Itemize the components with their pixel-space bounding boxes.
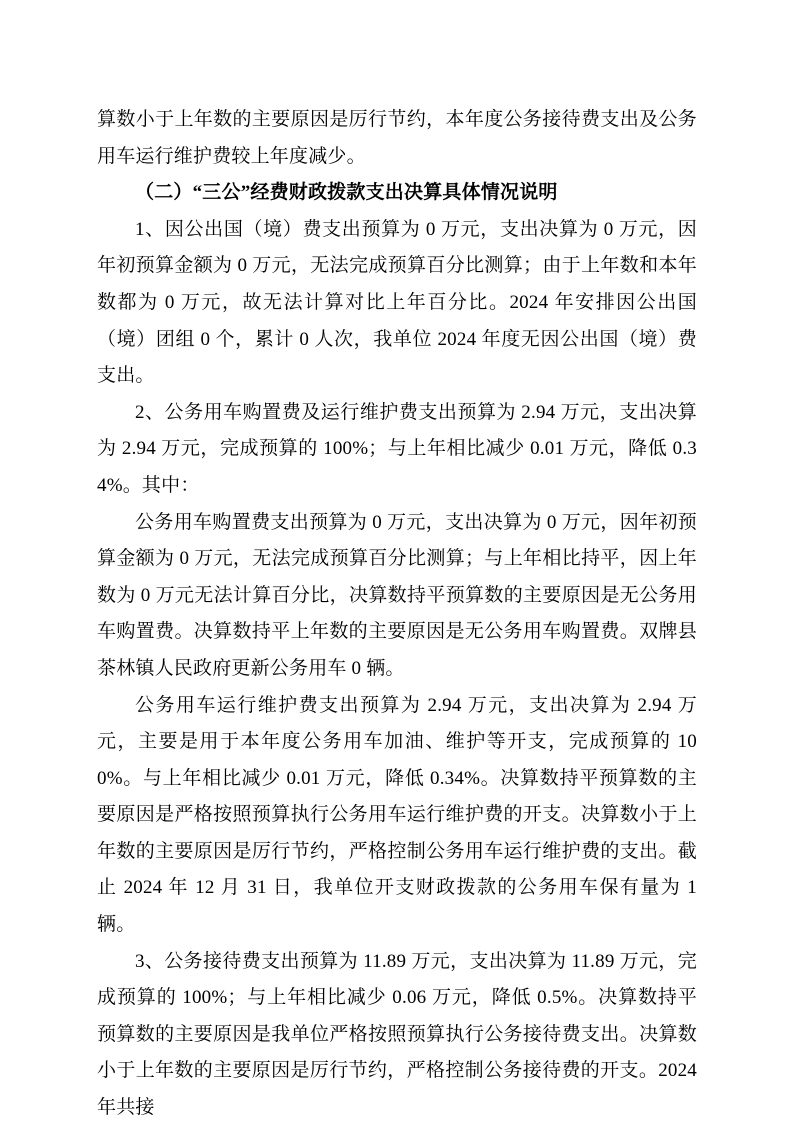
- section-heading: （二）“三公”经费财政拨款支出决算具体情况说明: [135, 182, 558, 204]
- paragraph-vehicle-purchase: 公务用车购置费支出预算为 0 万元，支出决算为 0 万元，因年初预算金额为 0 万元，无法完成预算百分比测算；与上年相比持平，因上年数为 0 万元无法计算百分比，决算数持平预算数的主要原因是无公务用车购置费。决算数持平上年数的主要原因是无公务用车购置费。双牌县茶林镇人民政府更新公务用车 0 辆。: [97, 511, 697, 679]
- paragraph-vehicle-maintenance: 公务用车运行维护费支出预算为 2.94 万元，支出决算为 2.94 万元，主要是用于本年度公务用车加油、维护等开支，完成预算的 100%。与上年相比减少 0.01 万元，降低 0.34%。决算数持平预算数的主要原因是严格按照预算执行公务用车运行维护费的开支。决算数小于上年数的主要原因是厉行节约，严格控制公务用车运行维护费的支出。截止 2024 年 12 月 31 日，我单位开支财政拨款的公务用车保有量为 1 辆。: [97, 694, 697, 936]
- paragraph-item-3: 3、公务接待费支出预算为 11.89 万元，支出决算为 11.89 万元，完成预算的 100%；与上年相比减少 0.06 万元，降低 0.5%。决算数持平预算数的主要原因是我单位严格按照预算执行公务接待费支出。决算数小于上年数的主要原因是厉行节约，严格控制公务接待费的开支。2024 年共接: [97, 950, 697, 1119]
- paragraph-item-1: 1、因公出国（境）费支出预算为 0 万元，支出决算为 0 万元，因年初预算金额为 0 万元，无法完成预算百分比测算；由于上年数和本年数都为 0 万元，故无法计算对比上年百分比。2024 年安排因公出国（境）团组 0 个，累计 0 人次，我单位 2024 年度无因公出国（境）费支出。: [97, 218, 697, 387]
- paragraph-item-2: 2、公务用车购置费及运行维护费支出预算为 2.94 万元，支出决算为 2.94 万元，完成预算的 100%；与上年相比减少 0.01 万元，降低 0.34%。其中：: [97, 401, 697, 496]
- paragraph-continuation: 算数小于上年数的主要原因是厉行节约，本年度公务接待费支出及公务用车运行维护费较上年度减少。: [97, 109, 697, 167]
